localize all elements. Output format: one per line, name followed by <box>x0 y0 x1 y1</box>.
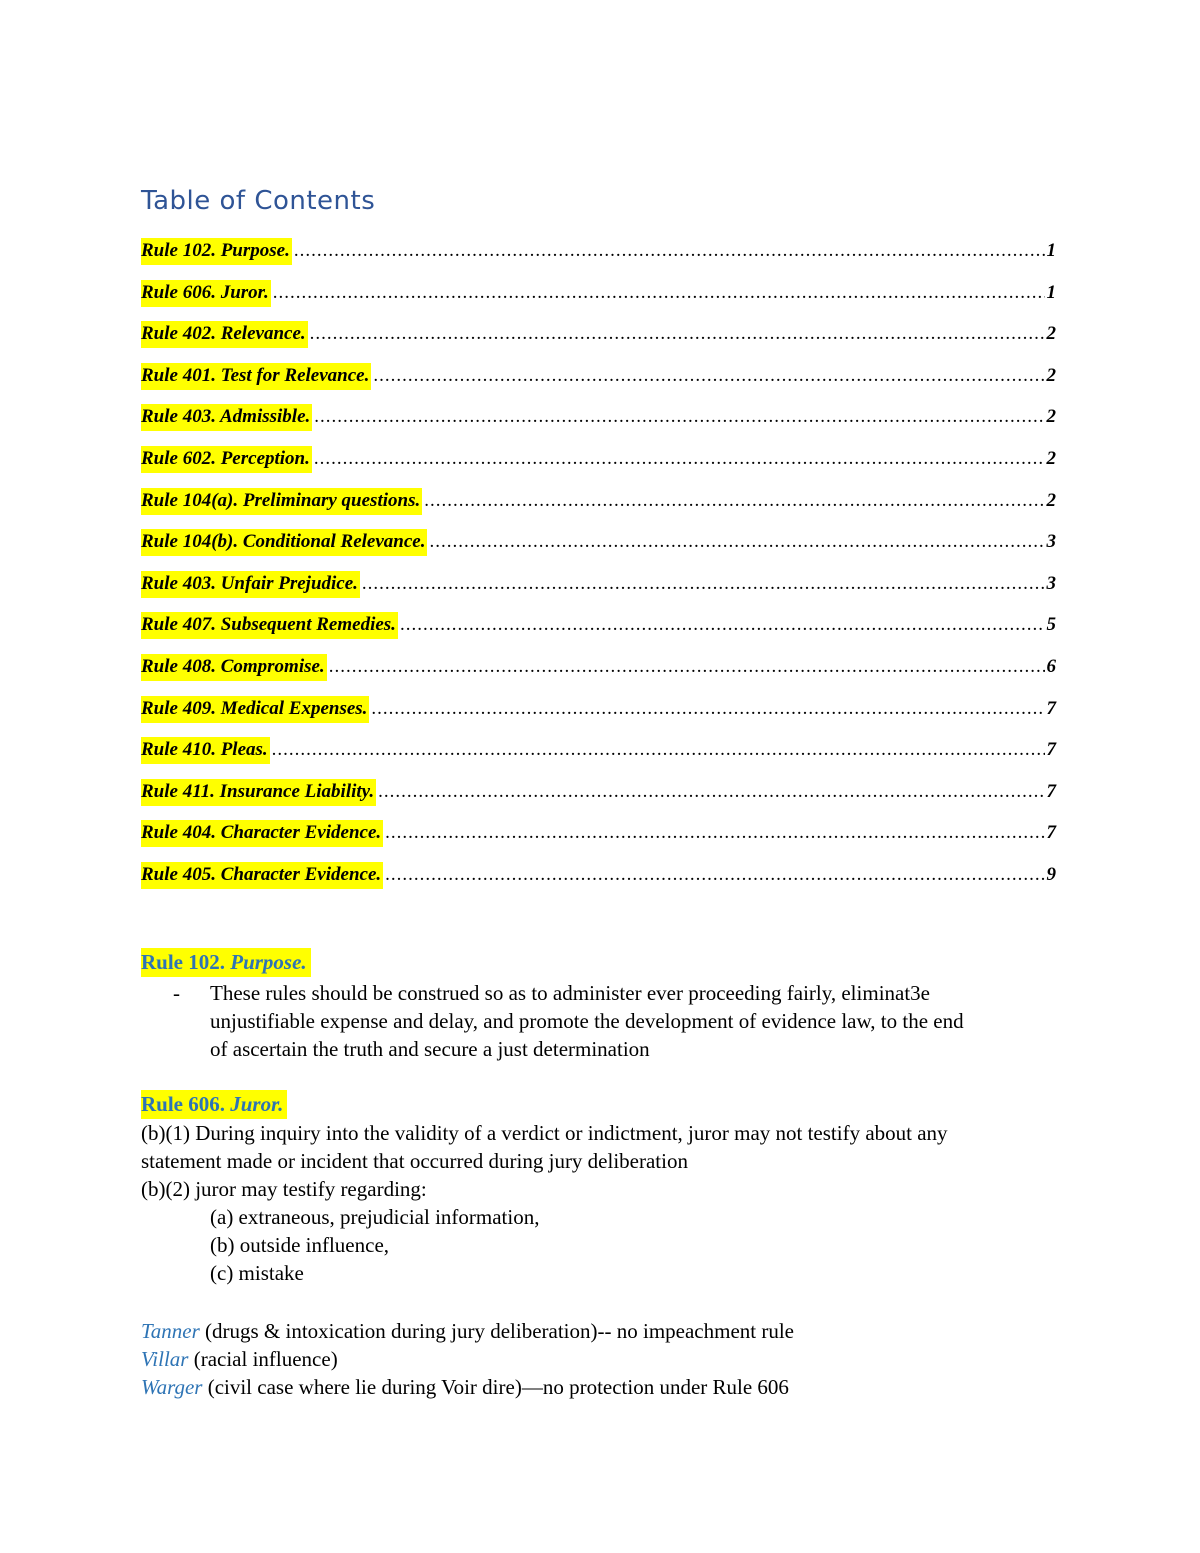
case-text: (racial influence) <box>188 1347 338 1371</box>
toc-entry-label: Rule 405. Character Evidence. <box>141 862 383 889</box>
toc-entry-page: 2 <box>1046 447 1056 469</box>
toc-dot-leader <box>424 490 1044 512</box>
toc-dot-leader <box>310 323 1045 345</box>
bullet-line: unjustifiable expense and delay, and promote the development of evidence law, to the end <box>210 1009 964 1033</box>
toc-dot-leader <box>329 656 1045 678</box>
case-text: (drugs & intoxication during jury deliberation)-- no impeachment rule <box>199 1319 795 1343</box>
rule-606-b2: (b)(2) juror may testify regarding: <box>141 1177 427 1201</box>
heading-number: Rule 606. <box>141 1092 225 1116</box>
toc-dot-leader <box>400 614 1045 636</box>
toc-entry-label: Rule 409. Medical Expenses. <box>141 696 369 723</box>
rule-102-bullet <box>141 979 1061 1063</box>
toc-dot-leader <box>314 406 1044 428</box>
toc-dot-leader <box>273 282 1045 304</box>
toc-entry-rule-405[interactable] <box>141 862 1056 904</box>
toc-entry-label: Rule 102. Purpose. <box>141 238 292 265</box>
rule-606-section <box>141 1090 1061 1287</box>
toc-dot-leader <box>272 739 1045 761</box>
toc-entry-label: Rule 404. Character Evidence. <box>141 820 383 847</box>
toc-entry-page: 5 <box>1046 614 1056 636</box>
toc-entry-page: 3 <box>1046 572 1056 594</box>
bullet-line: of ascertain the truth and secure a just determination <box>210 1037 650 1061</box>
toc-dot-leader <box>373 365 1044 387</box>
rule-606-heading-row <box>141 1090 1061 1119</box>
toc-entry-label: Rule 402. Relevance. <box>141 321 308 348</box>
toc-entry-rule-404[interactable] <box>141 820 1056 862</box>
toc-entry-rule-403-prejudice[interactable] <box>141 571 1056 613</box>
toc-dot-leader <box>429 531 1044 553</box>
toc-dot-leader <box>314 448 1045 470</box>
rule-102-heading-row <box>141 948 1061 977</box>
rule-606-b1-line: statement made or incident that occurred during jury deliberation <box>141 1149 688 1173</box>
toc-entry-page: 7 <box>1046 780 1056 802</box>
toc-entry-rule-407[interactable] <box>141 612 1056 654</box>
toc-entry-page: 2 <box>1046 364 1056 386</box>
toc-entry-rule-409[interactable] <box>141 696 1056 738</box>
toc-entry-page: 7 <box>1046 822 1056 844</box>
toc-entry-label: Rule 606. Juror. <box>141 280 271 307</box>
toc-entry-label: Rule 104(a). Preliminary questions. <box>141 488 422 515</box>
case-name: Villar <box>141 1347 189 1371</box>
toc-entry-label: Rule 408. Compromise. <box>141 654 327 681</box>
toc-entry-page: 1 <box>1046 281 1056 303</box>
toc-entry-page: 3 <box>1046 531 1056 553</box>
toc-list <box>141 238 1056 904</box>
toc-entry-rule-606[interactable] <box>141 280 1056 322</box>
toc-entry-label: Rule 602. Perception. <box>141 446 312 473</box>
toc-entry-label: Rule 410. Pleas. <box>141 737 270 764</box>
toc-dot-leader <box>362 573 1045 595</box>
toc-dot-leader <box>385 822 1044 844</box>
rule-606-b2-item: (b) outside influence, <box>210 1233 390 1257</box>
case-line <box>141 1345 1061 1373</box>
toc-entry-rule-408[interactable] <box>141 654 1056 696</box>
toc-entry-label: Rule 411. Insurance Liability. <box>141 779 376 806</box>
rule-606-heading <box>141 1090 287 1119</box>
rule-606-b2-item: (a) extraneous, prejudicial information, <box>210 1205 540 1229</box>
toc-entry-rule-104a[interactable] <box>141 488 1056 530</box>
toc-dot-leader <box>378 781 1044 803</box>
toc-entry-page: 2 <box>1046 323 1056 345</box>
toc-entry-page: 7 <box>1046 697 1056 719</box>
toc-title: Table of Contents <box>141 186 376 216</box>
case-line <box>141 1317 1061 1345</box>
toc-entry-rule-401[interactable] <box>141 363 1056 405</box>
toc-entry-page: 1 <box>1046 240 1056 261</box>
toc-entry-rule-102[interactable] <box>141 238 1056 280</box>
heading-title: Juror. <box>230 1092 284 1116</box>
heading-title: Purpose. <box>230 950 307 974</box>
toc-entry-rule-602[interactable] <box>141 446 1056 488</box>
toc-entry-page: 7 <box>1046 739 1056 761</box>
rule-102-heading <box>141 948 311 977</box>
toc-entry-rule-104b[interactable] <box>141 529 1056 571</box>
toc-entry-label: Rule 401. Test for Relevance. <box>141 363 371 390</box>
toc-entry-page: 2 <box>1046 406 1056 428</box>
cases-section <box>141 1317 1061 1401</box>
toc-dot-leader <box>294 240 1045 262</box>
toc-entry-label: Rule 407. Subsequent Remedies. <box>141 612 398 639</box>
case-name: Tanner <box>141 1319 200 1343</box>
case-line <box>141 1373 1061 1401</box>
toc-entry-page: 6 <box>1046 655 1056 677</box>
toc-entry-label: Rule 104(b). Conditional Relevance. <box>141 529 427 556</box>
toc-dot-leader <box>385 864 1044 886</box>
toc-entry-page: 2 <box>1046 489 1056 511</box>
bullet-dash: - <box>173 981 180 1005</box>
toc-dot-leader <box>371 698 1044 720</box>
case-name: Warger <box>141 1375 203 1399</box>
toc-entry-label: Rule 403. Admissible. <box>141 404 312 431</box>
toc-entry-rule-410[interactable] <box>141 737 1056 779</box>
rule-606-b2-item: (c) mistake <box>210 1261 304 1285</box>
toc-entry-page: 9 <box>1046 863 1056 885</box>
toc-entry-rule-402[interactable] <box>141 321 1056 363</box>
toc-entry-rule-403-admissible[interactable] <box>141 404 1056 446</box>
toc-entry-rule-411[interactable] <box>141 779 1056 821</box>
rule-102-section <box>141 948 1061 1063</box>
toc-entry-label: Rule 403. Unfair Prejudice. <box>141 571 360 598</box>
bullet-line: These rules should be construed so as to administer ever proceeding fairly, eliminat3e <box>210 981 930 1005</box>
case-text: (civil case where lie during Voir dire)—no protection under Rule 606 <box>202 1375 789 1399</box>
heading-number: Rule 102. <box>141 950 225 974</box>
rule-606-b1-line: (b)(1) During inquiry into the validity of a verdict or indictment, juror may not testify about any <box>141 1121 948 1145</box>
